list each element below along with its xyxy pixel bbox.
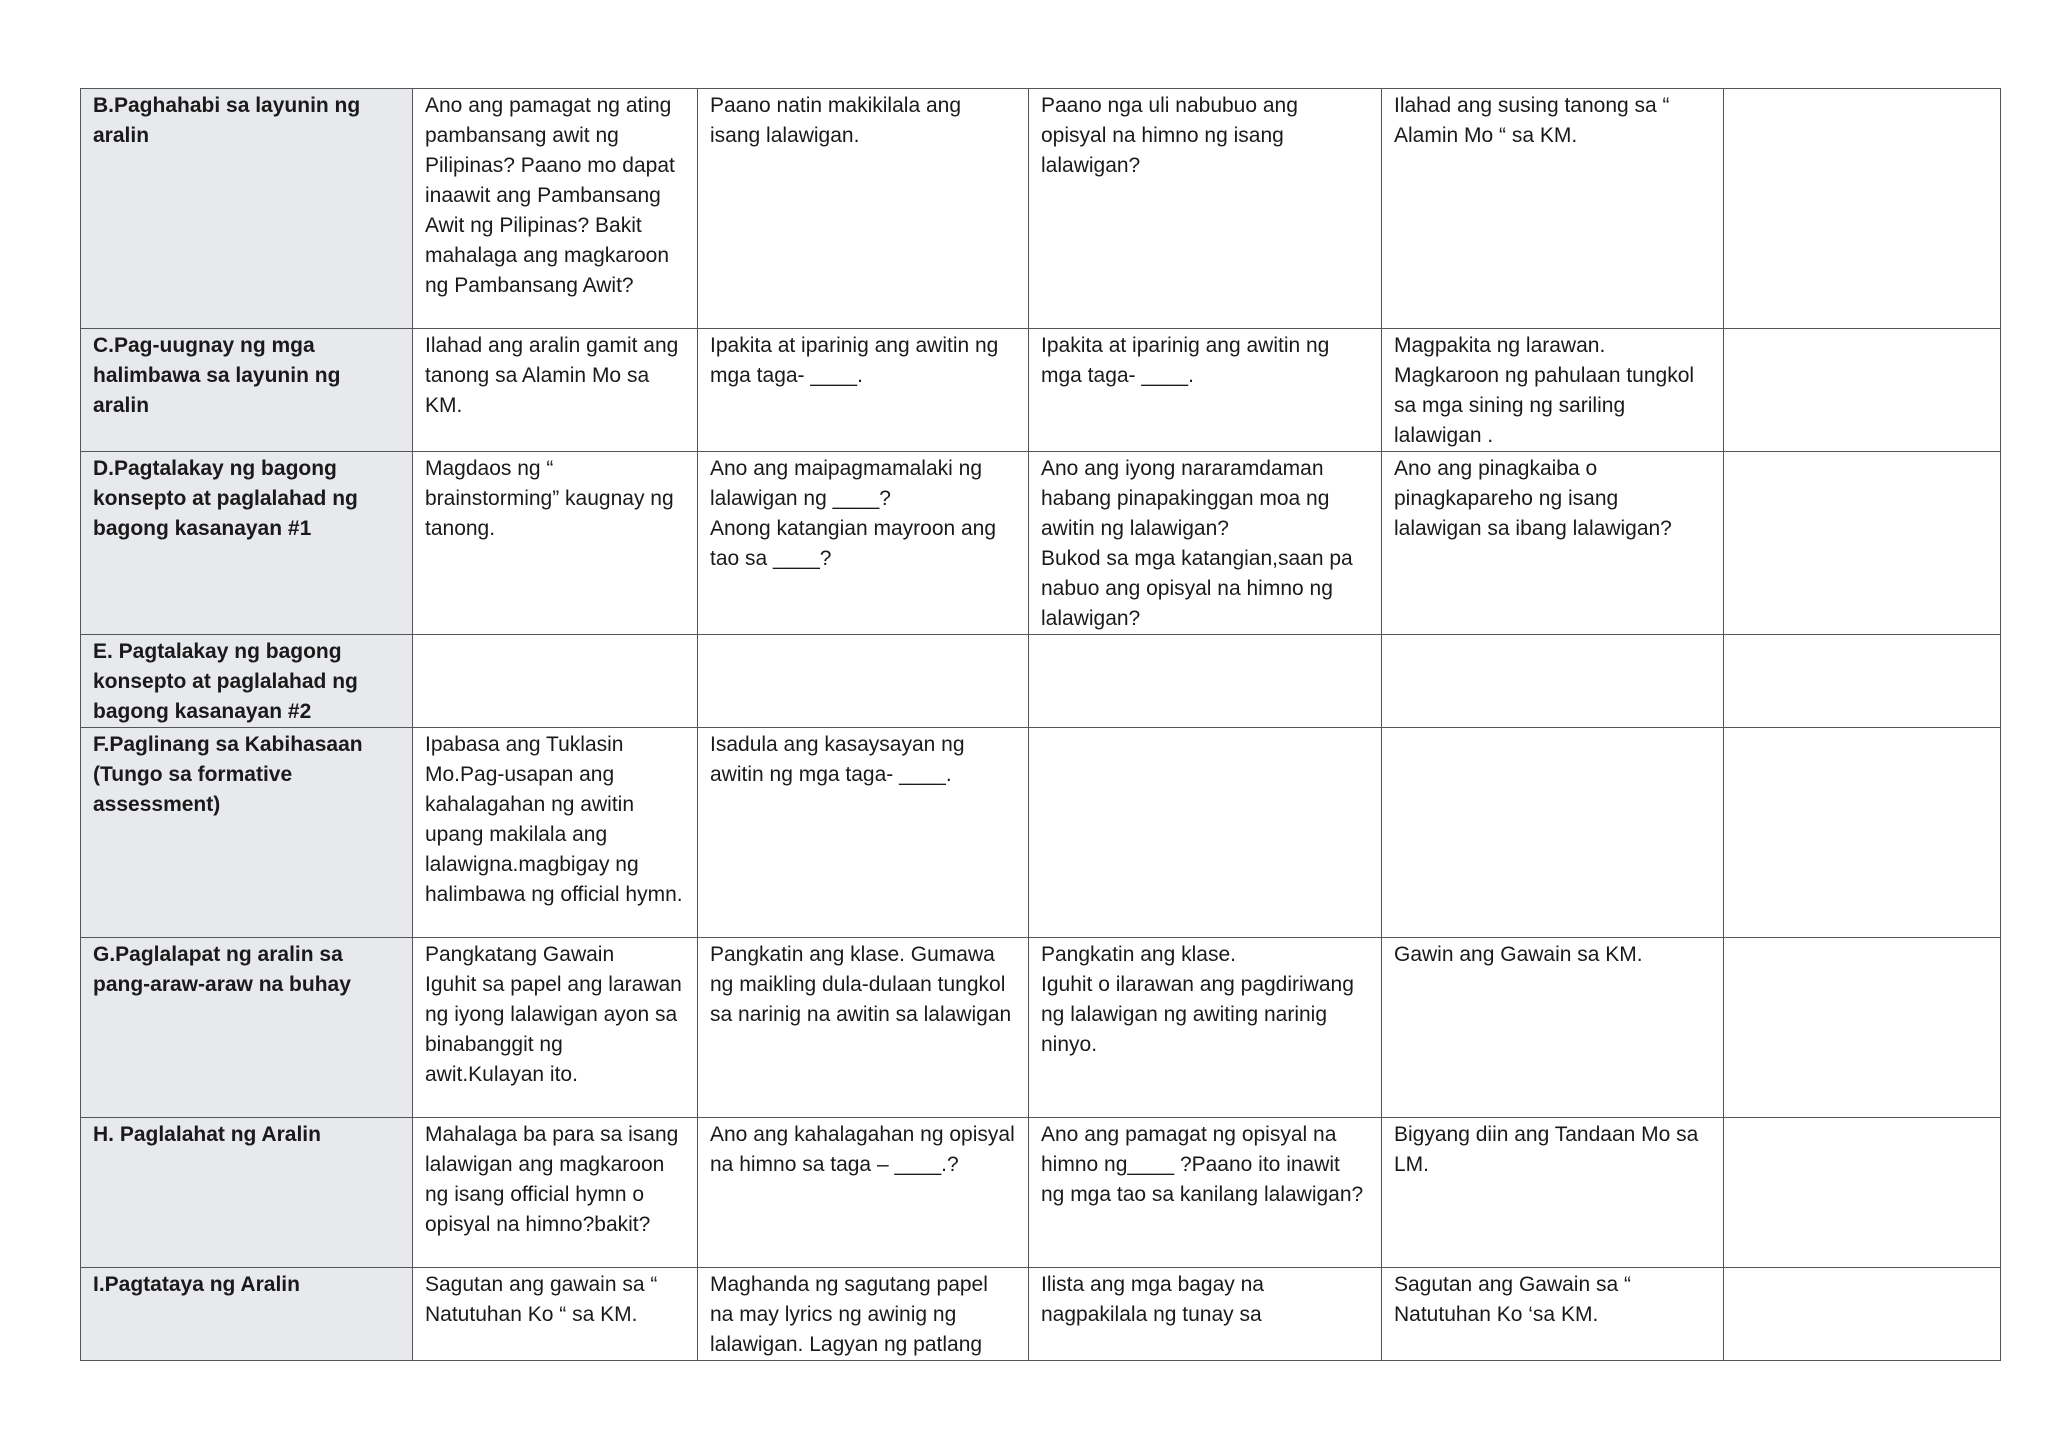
table-cell: Sagutan ang Gawain sa “ Natutuhan Ko ‘sa KM.: [1382, 1268, 1724, 1361]
table-cell: Ipakita at iparinig ang awitin ng mga taga- ____.: [698, 329, 1029, 452]
table-cell: [1724, 938, 2001, 1118]
table-row: [81, 452, 2001, 635]
table-cell: Pangkatang Gawain Iguhit sa papel ang larawan ng iyong lalawigan ayon sa binabanggit ng awit.Kulayan ito.: [413, 938, 698, 1118]
row-label: D.Pagtalakay ng bagong konsepto at paglalahad ng bagong kasanayan #1: [81, 452, 413, 635]
table-cell: Pangkatin ang klase. Gumawa ng maikling dula-dulaan tungkol sa narinig na awitin sa lalawigan: [698, 938, 1029, 1118]
table-cell: Sagutan ang gawain sa “ Natutuhan Ko “ sa KM.: [413, 1268, 698, 1361]
table-cell: Ilista ang mga bagay na nagpakilala ng tunay sa: [1029, 1268, 1382, 1361]
row-label: G.Paglalapat ng aralin sa pang-araw-araw na buhay: [81, 938, 413, 1118]
table-cell: Ano ang kahalagahan ng opisyal na himno sa taga – ____.?: [698, 1118, 1029, 1268]
table-cell: [1724, 728, 2001, 938]
table-cell: Ano ang pamagat ng ating pambansang awit ng Pilipinas? Paano mo dapat inaawit ang Pambansang Awit ng Pilipinas? Bakit mahalaga ang magkaroon ng Pambansang Awit?: [413, 89, 698, 329]
table-cell: [1724, 89, 2001, 329]
table-cell: [1724, 635, 2001, 728]
row-label: I.Pagtataya ng Aralin: [81, 1268, 413, 1361]
table-cell: Paano nga uli nabubuo ang opisyal na himno ng isang lalawigan?: [1029, 89, 1382, 329]
table-cell: [1724, 1268, 2001, 1361]
table-cell: Bigyang diin ang Tandaan Mo sa LM.: [1382, 1118, 1724, 1268]
table-row: [81, 1268, 2001, 1361]
table-row: [81, 1118, 2001, 1268]
table-cell: [413, 635, 698, 728]
table-cell: [1724, 1118, 2001, 1268]
table-cell: Magdaos ng “ brainstorming” kaugnay ng tanong.: [413, 452, 698, 635]
table-row: [81, 938, 2001, 1118]
table-row: [81, 89, 2001, 329]
table-cell: [1029, 728, 1382, 938]
table-cell: Gawin ang Gawain sa KM.: [1382, 938, 1724, 1118]
table-cell: Magpakita ng larawan. Magkaroon ng pahulaan tungkol sa mga sining ng sariling lalawigan .: [1382, 329, 1724, 452]
table-cell: Ilahad ang susing tanong sa “ Alamin Mo “ sa KM.: [1382, 89, 1724, 329]
table-cell: [1382, 728, 1724, 938]
table-cell: Pangkatin ang klase. Iguhit o ilarawan ang pagdiriwang ng lalawigan ng awiting narinig ninyo.: [1029, 938, 1382, 1118]
table-cell: [698, 635, 1029, 728]
row-label: E. Pagtalakay ng bagong konsepto at paglalahad ng bagong kasanayan #2: [81, 635, 413, 728]
row-label: H. Paglalahat ng Aralin: [81, 1118, 413, 1268]
row-label: F.Paglinang sa Kabihasaan (Tungo sa formative assessment): [81, 728, 413, 938]
table-cell: [1724, 329, 2001, 452]
table-cell: Ano ang pamagat ng opisyal na himno ng____ ?Paano ito inawit ng mga tao sa kanilang lalawigan?: [1029, 1118, 1382, 1268]
table-cell: [1029, 635, 1382, 728]
table-row: [81, 635, 2001, 728]
table-cell: Mahalaga ba para sa isang lalawigan ang magkaroon ng isang official hymn o opisyal na himno?bakit?: [413, 1118, 698, 1268]
table-cell: Ano ang maipagmamalaki ng lalawigan ng ____? Anong katangian mayroon ang tao sa ____?: [698, 452, 1029, 635]
row-label: C.Pag-uugnay ng mga halimbawa sa layunin ng aralin: [81, 329, 413, 452]
table-cell: [1724, 452, 2001, 635]
table-cell: Paano natin makikilala ang isang lalawigan.: [698, 89, 1029, 329]
table-cell: Ipabasa ang Tuklasin Mo.Pag-usapan ang kahalagahan ng awitin upang makilala ang lalawigna.magbigay ng halimbawa ng official hymn.: [413, 728, 698, 938]
table-row: [81, 728, 2001, 938]
table-row: [81, 329, 2001, 452]
table-cell: Maghanda ng sagutang papel na may lyrics ng awinig ng lalawigan. Lagyan ng patlang: [698, 1268, 1029, 1361]
row-label: B.Paghahabi sa layunin ng aralin: [81, 89, 413, 329]
lesson-plan-table: [80, 88, 2001, 1361]
table-cell: Ilahad ang aralin gamit ang tanong sa Alamin Mo sa KM.: [413, 329, 698, 452]
lesson-plan-sheet: [80, 88, 2000, 1361]
table-cell: Ipakita at iparinig ang awitin ng mga taga- ____.: [1029, 329, 1382, 452]
table-cell: Ano ang iyong nararamdaman habang pinapakinggan moa ng awitin ng lalawigan? Bukod sa mga katangian,saan pa nabuo ang opisyal na himno ng lalawigan?: [1029, 452, 1382, 635]
table-cell: Isadula ang kasaysayan ng awitin ng mga taga- ____.: [698, 728, 1029, 938]
table-cell: Ano ang pinagkaiba o pinagkapareho ng isang lalawigan sa ibang lalawigan?: [1382, 452, 1724, 635]
table-cell: [1382, 635, 1724, 728]
